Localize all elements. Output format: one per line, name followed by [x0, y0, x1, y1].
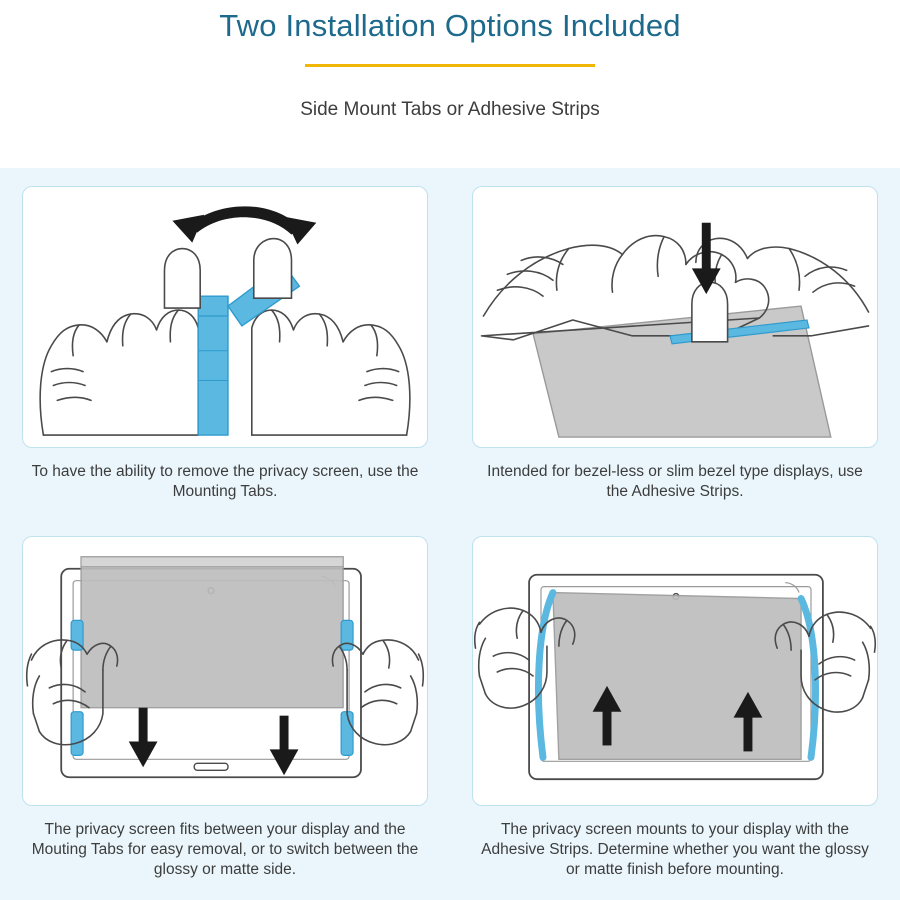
panel-adhesive-strip-apply [450, 168, 900, 518]
panel-caption: To have the ability to remove the privacy screen, use the Mounting Tabs. [31, 463, 419, 500]
hands-pressing-adhesive-strip-illustration [473, 187, 877, 447]
panel-screen-mounts-with-strips [450, 518, 900, 900]
screen-into-mounting-tabs-illustration [23, 537, 427, 805]
panel-screen-slides-into-tabs [0, 518, 450, 900]
screen-on-adhesive-strips-illustration [473, 537, 877, 805]
illustration-panel [22, 536, 428, 806]
panel-mounting-tabs-flex [0, 168, 450, 518]
panel-caption: Intended for bezel-less or slim bezel type displays, use the Adhesive Strips. [487, 463, 863, 500]
panel-grid [0, 168, 900, 900]
title-underline-rule [305, 64, 595, 67]
illustration-panel [472, 536, 878, 806]
panel-caption: The privacy screen fits between your display and the Mouting Tabs for easy removal, or to switch between the glossy or matte side. [31, 821, 419, 878]
illustration-panel [472, 186, 878, 448]
hands-bending-tab-illustration [23, 187, 427, 447]
illustration-panel [22, 186, 428, 448]
panel-caption: The privacy screen mounts to your display with the Adhesive Strips. Determine whether you want the glossy or matte finish before mounting. [481, 821, 869, 878]
page-title: Two Installation Options Included [219, 8, 681, 43]
page-subtitle: Side Mount Tabs or Adhesive Strips [300, 99, 600, 120]
